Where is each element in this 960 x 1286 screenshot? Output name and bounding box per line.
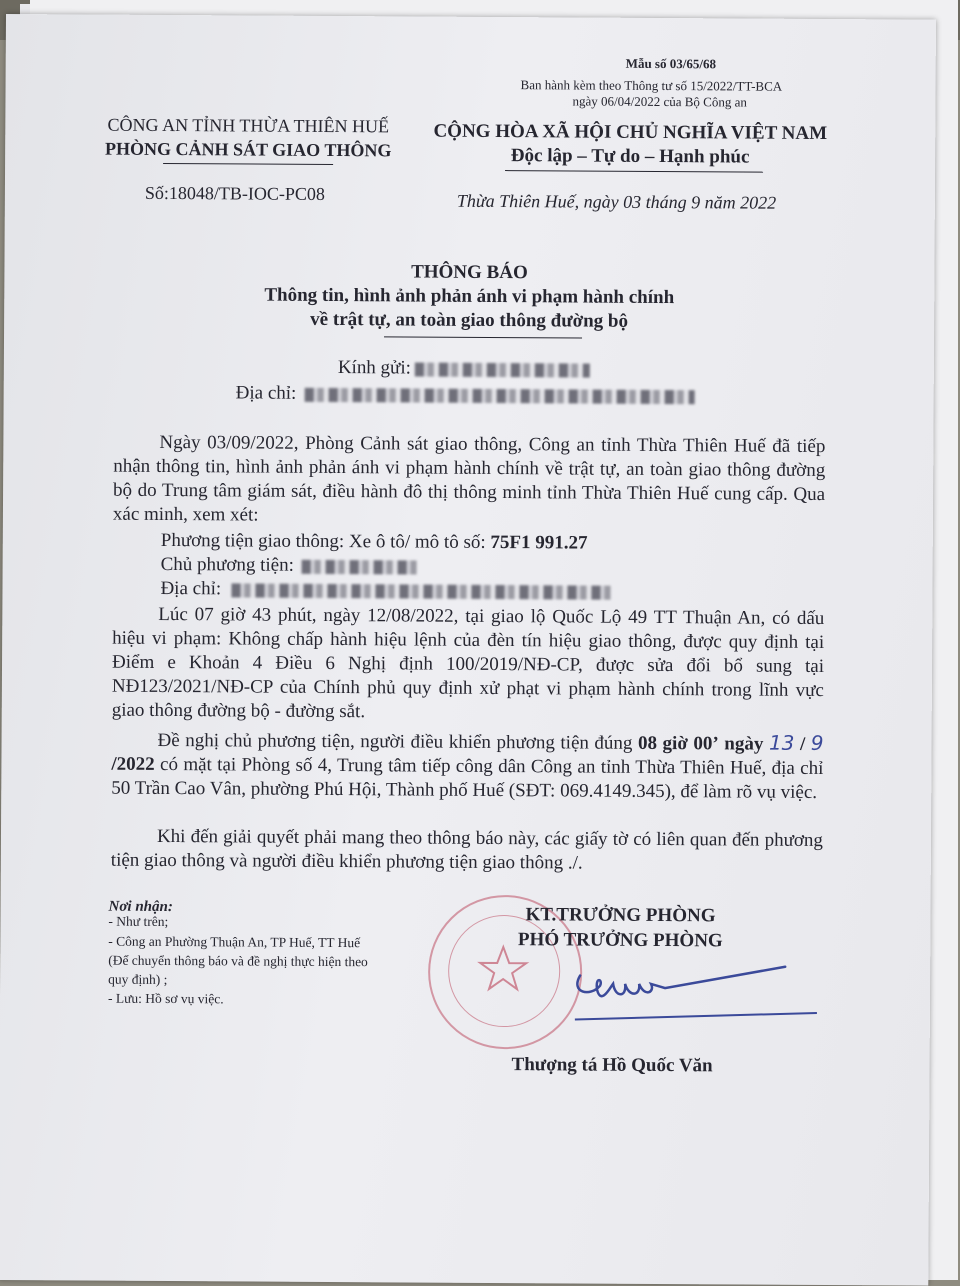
nation-motto: Độc lập – Tự do – Hạnh phúc [510, 145, 750, 168]
summons-text-a: Đề nghị chủ phương tiện, người điều khiển phương tiện đúng [157, 729, 639, 754]
owner-address-label: Địa chỉ: [160, 577, 222, 600]
vehicle-label: Phương tiện giao thông: Xe ô tô/ mô tô số: [160, 529, 491, 553]
paragraph-summons [111, 727, 823, 805]
vehicle-plate: 75F1 991.27 [490, 531, 588, 554]
recipient-item: - Lưu: Hồ sơ vụ việc. [107, 990, 224, 1007]
signature-title1: KT.TRƯỞNG PHÒNG [525, 904, 716, 927]
signer-name: Thượng tá Hồ Quốc Văn [511, 1054, 713, 1077]
document-subtitle-line2: về trật tự, an toàn giao thông đường bộ [310, 308, 629, 332]
redacted-owner-name [302, 559, 417, 574]
owner-address-line [160, 577, 611, 604]
form-issued-line2: ngày 06/04/2022 của Bộ Công an [572, 93, 747, 110]
signature-title2: PHÓ TRƯỞNG PHÒNG [517, 929, 723, 952]
owner-line [161, 553, 417, 579]
recipient-item: - Như trên; [108, 913, 169, 930]
paragraph-violation: Lúc 07 giờ 43 phút, ngày 12/08/2022, tại giao lộ Quốc Lộ 49 TT Thuận An, có dấu hiệu vi phạm: Không chấp hành hiệu lệnh của đèn tín hiệu giao thông, được quy định tại Điểm e Khoản 4 Điều 6 Nghị định 100/2019/NĐ-CP, được sửa đổi bổ sung tại NĐ123/2021/NĐ-CP của Chính phủ quy định xử phạt vi phạm hành chính trong lĩnh vực giao thông đường bộ - đường sắt. [111, 603, 825, 723]
summons-time: 08 giờ 00’ [637, 732, 719, 755]
recipient-label: Kính gửi: [337, 357, 412, 379]
handwritten-signature [555, 957, 825, 1029]
paragraph-receipt: Ngày 03/09/2022, Phòng Cảnh sát giao thông, Công an tỉnh Thừa Thiên Huế đã tiếp nhận thông tin, hình ảnh phản ánh vi phạm hành chính về trật tự, an toàn giao thông đường bộ do Trung tâm giám sát, điều hành đô thị thông minh tỉnh Thừa Thiên Huế cung cấp. Qua xác minh, xem xét: [112, 431, 826, 526]
subtitle-underline [384, 336, 582, 338]
motto-underline [505, 170, 763, 173]
document-title: THÔNG BÁO [411, 261, 528, 284]
form-code: Mẫu số 03/65/68 [625, 55, 717, 72]
agency-name: CÔNG AN TỈNH THỪA THIÊN HUẾ [107, 114, 390, 137]
paragraph-instructions: Khi đến giải quyết phải mang theo thông báo này, các giấy tờ có liên quan đến phương tiện giao thông và người điều khiển phương tiện giao thông ./. [110, 825, 824, 874]
document-page [0, 14, 936, 1286]
agency-department: PHÒNG CẢNH SÁT GIAO THÔNG [104, 138, 392, 161]
recipient-address-label: Địa chỉ: [235, 382, 297, 404]
nation-title: CỘNG HÒA XÃ HỘI CHỦ NGHĨA VIỆT NAM [433, 120, 828, 145]
redacted-recipient-address [304, 387, 694, 403]
redacted-owner-address [231, 583, 611, 599]
owner-label: Chủ phương tiện: [160, 553, 294, 576]
place-date: Thừa Thiên Huế, ngày 03 tháng 9 năm 2022 [456, 190, 777, 213]
recipient-item: (Để chuyển thông báo và đề nghị thực hiện theo [108, 952, 368, 970]
vehicle-line [161, 529, 588, 556]
summons-day-label: ngày [724, 733, 764, 755]
summons-year: /2022 [111, 753, 155, 775]
recipient-address-line [236, 381, 695, 408]
document-number: Số:18048/TB-IOC-PC08 [144, 182, 325, 204]
summons-text-b: có mặt tại Phòng số 4, Trung tâm tiếp công dân Công an tỉnh Thừa Thiên Huế, địa chỉ 50 Trần Cao Vân, phường Phú Hội, Thành phố Huế (SĐT: 069.4149.345), để làm rõ vụ việc. [111, 753, 824, 803]
handwritten-day: 13 [768, 730, 795, 755]
summons-slash: / [799, 733, 806, 755]
handwritten-month: 9 [810, 730, 824, 756]
recipients-label: Nơi nhận: [108, 898, 173, 916]
form-issued-line1: Ban hành kèm theo Thông tư số 15/2022/TT-BCA [520, 77, 783, 94]
agency-underline [163, 163, 333, 165]
recipient-item: - Công an Phường Thuận An, TP Huế, TT Huế [108, 933, 361, 951]
recipient-line [338, 356, 590, 382]
redacted-recipient-name [415, 362, 590, 377]
recipient-item: quy định) ; [108, 971, 168, 988]
document-subtitle-line1: Thông tin, hình ảnh phản ánh vi phạm hành chính [264, 284, 675, 309]
